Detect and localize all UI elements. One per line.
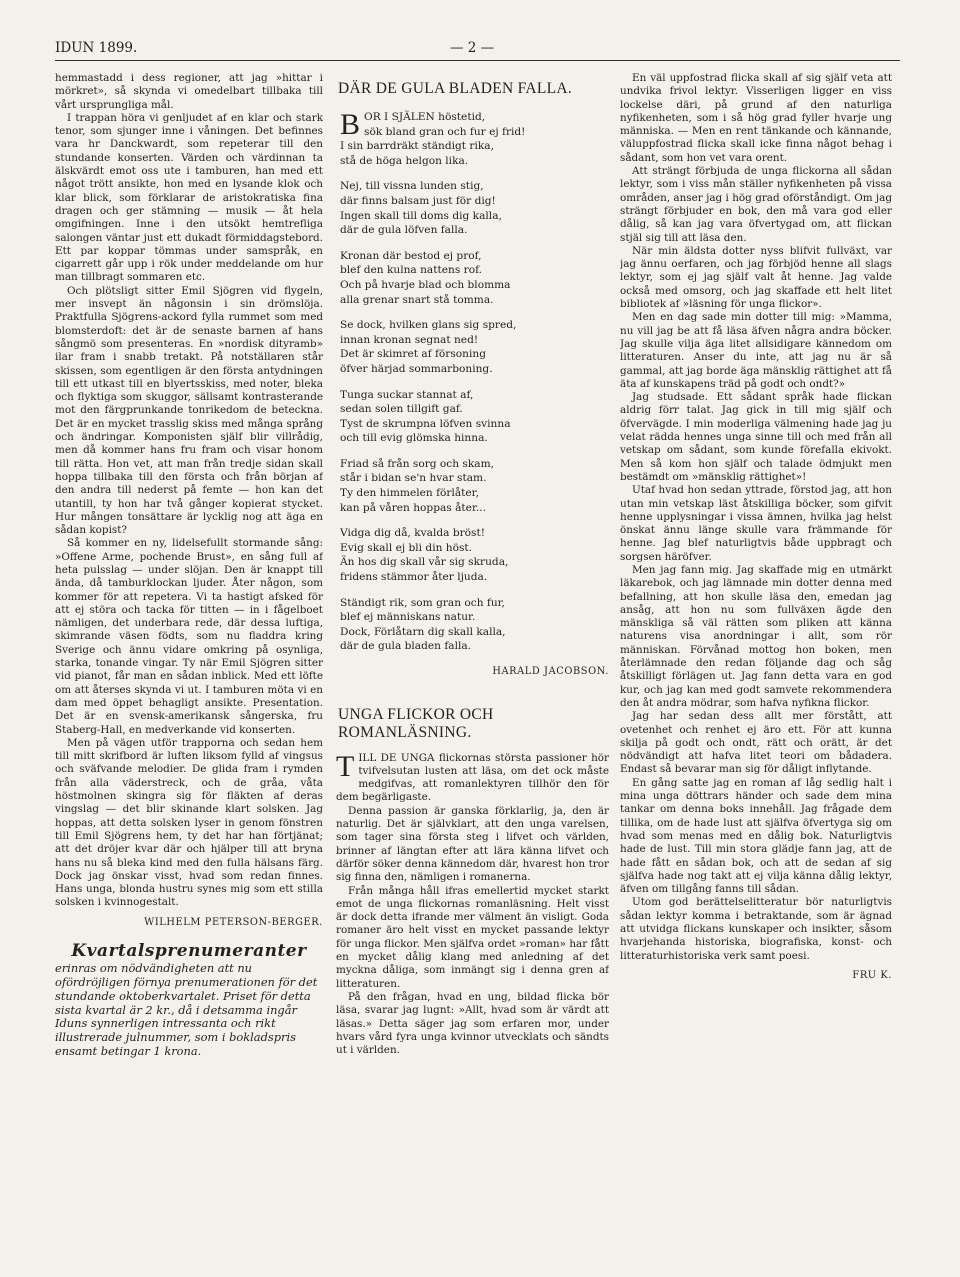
poem-stanza: [340, 388, 609, 446]
column-2: [336, 72, 609, 1252]
poem-line: Friad så från sorg och skam,: [340, 457, 494, 470]
paragraph: Utom god berättelselitteratur bör naturligtvis sådan lektyr komma i betraktande, som är ägnad att utvidga flickans kunskaper och insikter, såsom hvarjehanda historiska, biografiska, konst- och litteraturhistoriska verk samt poesi.: [620, 896, 892, 962]
poem: [336, 110, 609, 680]
poem-line: Evig skall ej bli din höst.: [340, 541, 473, 554]
poem-line: Vidga dig då, kvalda bröst!: [340, 527, 485, 540]
article-title: UNGA FLICKOR OCH ROMANLÄSNING.: [338, 705, 494, 741]
poem-line: OR I SJÄLEN höstetid,: [364, 111, 486, 123]
poem-line: blef ej människans natur.: [340, 611, 476, 624]
poem-stanza: [340, 179, 609, 237]
poem-line: Tunga suckar stannat af,: [340, 388, 474, 401]
paragraph: Utaf hvad hon sedan yttrade, förstod jag, att hon utan min vetskap läst åtskilliga böcker, som gifvit henne upplysningar i vissa ämnen, hvilka jag helst önskat ännu länge skulle vara främmande för henne. Jag blef naturligtvis både uppbragt och sorgsen häröfver.: [620, 484, 892, 563]
poem-stanza: [340, 318, 609, 376]
poem-line: Ty den himmelen förlåter,: [340, 487, 479, 500]
paragraph: En väl uppfostrad flicka skall af sig själf veta att undvika frivol lektyr. Visserligen ligger en viss lockelse däri, på grund af den naturliga nyfikenheten, som i så hög grad fyller hvarje ung människa. — Men en rent tänkande och kännande, väluppfostrad flicka skall icke finna något behag i sådant, som hon vet vara orent.: [620, 72, 892, 164]
article-signature: WILHELM PETERSON-BERGER.: [144, 916, 323, 928]
paragraph: Denna passion är ganska förklarlig, ja, den är naturlig. Det är självklart, att den unga varelsen, som tager sina första steg i lifvet och världen, brinner af längtan efter att lära känna lifvet och därför söker denna kännedom där, hvarest hon tror sig finna den, nämligen i romanerna.: [336, 804, 609, 884]
column-1: [55, 72, 323, 1252]
poem-line: blef den kulna nattens rof.: [340, 264, 483, 277]
poem-line: alla grenar snart stå tomma.: [340, 293, 494, 306]
poem-line: där finns balsam just för dig!: [340, 194, 496, 207]
poem-line: Dock, Förlåtarn dig skall kalla,: [340, 625, 506, 638]
paragraph: Men en dag sade min dotter till mig: »Mamma, nu vill jag be att få läsa äfven några andra böcker. Jag skulle vilja äga litet allsidigare kännedom om litteraturen. Anser du inte, att jag nu är så gammal, att jag borde äga mänsklig rättighet att få äta af kunskapens träd på godt och ondt?»: [620, 311, 892, 390]
paragraph: Att strängt förbjuda de unga flickorna all sådan lektyr, som i viss mån ställer nyfikenheten på vissa områden, anser jag i hög grad oförståndigt. Om jag strängt förbjuder en bok, den må vara god eller dålig, så kan jag vara öfvertygad om, att flickan stjäl sig till att läsa den.: [620, 165, 892, 244]
poem-line: Se dock, hvilken glans sig spred,: [340, 319, 517, 332]
poem-line: Det är skimret af försoning: [340, 348, 486, 361]
poem-title: DÄR DE GULA BLADEN FALLA.: [338, 80, 573, 97]
article-body: [336, 749, 609, 1058]
poem-line: Kronan där bestod ej prof,: [340, 249, 482, 262]
publication-date: IDUN 1899.: [55, 40, 138, 56]
paragraph: När min äldsta dotter nyss blifvit fullväxt, var jag ännu oerfaren, och jag förbjöd henne all slags lektyr, som ej jag själf valt åt henne. Jag valde också med omsorg, och jag skaffade ett helt litet bibliotek af »läsning för unga flickor».: [620, 244, 892, 311]
poem-line: står i bidan se'n hvar stam.: [340, 472, 487, 485]
poem-line: öfver härjad sommarboning.: [340, 362, 493, 375]
paragraph: Men jag fann mig. Jag skaffade mig en utmärkt läkarebok, och jag lämnade min dotter denna med befallning, att hon skulle läsa den, emedan jag ansåg, att hon nu som fullväxen ägde den mänskliga så väl rätten som pliken att känna naturens visa anordningar i allt, som rör människan. Förvånad mottog hon boken, men återlämnade den redan följande dag och såg åtskilligt förlägen ut. Jag fann detta vara en god kur, och jag kan med godt samvete rekommendera den åt andra mödrar, som hafva nyfikna flickor.: [620, 563, 892, 709]
article-signature: FRU K.: [852, 969, 892, 981]
subscription-ad-title: Kvartalsprenumeranter: [71, 941, 307, 961]
page-number: — 2 —: [450, 40, 495, 56]
poem-line: Än hos dig skall vår sig skruda,: [340, 556, 509, 569]
paragraph: Jag har sedan dess allt mer förstått, att ovetenhet och renhet ej äro ett. För att kunna skilja på godt och ondt, rätt och orätt, är det nödvändigt att hafva litet teori om bådadera. Endast så bevarar man sig för dåligt inflytande.: [620, 710, 892, 776]
running-head: [55, 38, 900, 61]
poem-line: stå de höga helgon lika.: [340, 154, 469, 167]
poem-line: och till evig glömska hinna.: [340, 432, 488, 445]
paragraph: Och plötsligt sitter Emil Sjögren vid flygeln, mer insvept än någonsin i sin drömslöja. Praktfulla Sjögrens-ackord fylla rummet som med blomsterdoft: det är de senaste barnen af hans sångmö som presenteras. En »nordisk dityramb» ilar fram i snabb tretakt. På notställaren står skissen, som egentligen är den första antydningen till ett utkast till en blyertsskiss, med noter, bleka och flyktiga som skuggor, sällsamt kontrasterande mot den färgprunkande tonrikedom de beteckna. Det är en mycket trasslig skiss med många språng och ändringar. Komponisten själf blir villrådig, men då kommer hans fru fram och visar honom till rätta. Hon vet, att man från tredje sidan skall hoppa tillbaka till den första och från början af den andra till nederst på femte — hon kan det utantill, ty hon har två gånger kopierat stycket. Hur mången tonsättare är lycklig nog att äga en sådan kopist?: [55, 284, 323, 537]
poem-line: Tyst de skrumpna löfven svinna: [340, 417, 511, 430]
poem-line: sedan solen tillgift gaf.: [340, 403, 463, 416]
paragraph: Men på vägen utför trapporna och sedan hem till mitt skrifbord är luften liksom fylld af vingsus och sväfvande melodier. De glida fram i rymden från alla väderstreck, och de gråa, våta höstmolnen skingra sig för fläkten af deras vingslag — det blir skinande klart solsken. Jag hoppas, att detta solsken lyser in genom fönstren till Emil Sjögrens hem, ty det har han förtjänat; att det dröjer kvar där och hjälper till att bryna hans nu så bleka kind med den fulla hälsans färg. Dock jag önskar visst, hvad som redan finnes. Hans unga, blonda hustru synes mig som ett stilla solsken i kvinnogestalt.: [55, 736, 323, 909]
drop-cap: B: [340, 108, 361, 141]
subscription-ad-text: erinras om nödvändigheten att nu ofördröjligen förnya prenumerationen för det stundande oktoberkvartalet. Priset för detta sista kvartal är 2 kr., då i detsamma ingår Iduns synnerligen intressanta och rikt illustrerade julnummer, som i bokladspris ensamt betingar 1 krona.: [55, 961, 318, 1059]
poem-line: sök bland gran och fur ej frid!: [364, 125, 526, 138]
poem-line: innan kronan segnat ned!: [340, 333, 479, 346]
poem-line: Nej, till vissna lunden stig,: [340, 180, 484, 193]
paragraph: På den frågan, hvad en ung, bildad flicka bör läsa, svarar jag lugnt: »Allt, hvad som är värdt att läsas.» Detta säger jag som erfaren mor, under hvars vård fyra unga kvinnor utvecklats och sändts ut i världen.: [336, 990, 609, 1057]
column-3: [620, 72, 892, 1252]
poem-line: kan på våren hoppas åter...: [340, 501, 486, 514]
paragraph: I trappan höra vi genljudet af en klar och stark tenor, som sjunger inne i våningen. Det befinnes vara hr Danckwardt, som repeterar till den stundande konserten. Värden och värdinnan ta älskvärdt emot oss ute i tamburen, han med ett något trött ansikte, hon med en lysande klok och klar blick, som förklarar de aristokratiska fina dragen och ger stämning — musik — åt hela omgifningen. Inne i den utsökt hemtrefliga salongen väntar just ett dukadt förmiddagstebord. Ett par koppar tömmas under samspråk, en cigarrett går upp i rök under meddelande om hur man tillbragt sommaren etc.: [55, 111, 323, 284]
paragraph: TILL DE UNGA flickornas största passioner hör tvifvelsutan lusten att läsa, om det ock måste medgifvas, att romanlektyren tillhör den för dem begärligaste.: [336, 749, 609, 804]
poem-line: Ständigt rik, som gran och fur,: [340, 596, 505, 609]
paragraph: En gång satte jag en roman af låg sedlig halt i mina unga döttrars händer och sade dem mina tankar om denna boks innehåll. Jag frågade dem tillika, om de hade lust att själfva öfvertyga sig om hvad som menas med en dålig bok. Naturligtvis hade de lust. Till min stora glädje fann jag, att de hade fått en sådan bok, och att de sedan af sig själfva hade nog takt att ej vilja känna dålig lektyr, äfven om tillgång fanns till sådan.: [620, 776, 892, 896]
poem-stanza: [340, 596, 609, 654]
poem-stanza: [340, 526, 609, 584]
paragraph: hemmastadd i dess regioner, att jag »hittar i mörkret», så skynda vi omedelbart tillbaka till vårt ursprungliga mål.: [55, 72, 323, 111]
poem-line: där de gula bladen falla.: [340, 640, 472, 653]
poem-stanza: [340, 110, 609, 168]
paragraph: Så kommer en ny, lidelsefullt stormande sång: »Offene Arme, pochende Brust», en sång full af heta pulsslag — under slöjan. Den är knappt till ända, då tamburklockan ljuder. Åter någon, som kommer för att repetera. Vi ta hastigt afsked för att ej störa och tacka för titten — in i fågelboet nämligen, det underbara rede, där dessa luftiga, skimrande väsen födts, som nu fladdra kring Sverige och ännu vidare omkring på osynliga, starka, tonande vingar. Ty när Emil Sjögren sitter vid pianot, får man en sådan inblick. Med ett löfte om att återses skynda vi ut. I tamburen möta vi en dam med öppet behagligt ansikte. Presentation. Det är en svensk-amerikansk sångerska, fru Staberg-Hall, en medverkande vid konserten.: [55, 537, 323, 736]
poem-line: I sin barrdräkt ständigt rika,: [340, 140, 494, 153]
poem-author: HARALD JACOBSON.: [492, 666, 609, 677]
poem-line: där de gula löfven falla.: [340, 224, 468, 237]
poem-line: fridens stämmor åter ljuda.: [340, 571, 488, 584]
poem-stanza: [340, 457, 609, 515]
paragraph: Jag studsade. Ett sådant språk hade flickan aldrig förr talat. Jag gick in till mig själf och öfvervägde. I min moderliga välmening hade jag ju velat rädda hennes unga sinne till och med från all vetskap om sådant, som kunde förefalla ekivokt. Men så kom hon själf och talade ödmjukt men bestämdt om »mänsklig rättighet»!: [620, 391, 892, 483]
poem-stanza: [340, 249, 609, 307]
paragraph: Från många håll ifras emellertid mycket starkt emot de unga flickornas romanläsning. Helt visst är dock detta ifrande mer välment än visligt. Goda romaner äro helt visst en mycket passande lektyr för unga flickor. Men själfva ordet »roman» har fått en mycket dålig klang med anledning af det myckna dåliga, som inmängt sig i denna gren af litteraturen.: [336, 884, 609, 990]
drop-cap: T: [336, 749, 355, 783]
poem-line: Ingen skall till doms dig kalla,: [340, 209, 502, 222]
poem-line: Och på hvarje blad och blomma: [340, 278, 511, 291]
